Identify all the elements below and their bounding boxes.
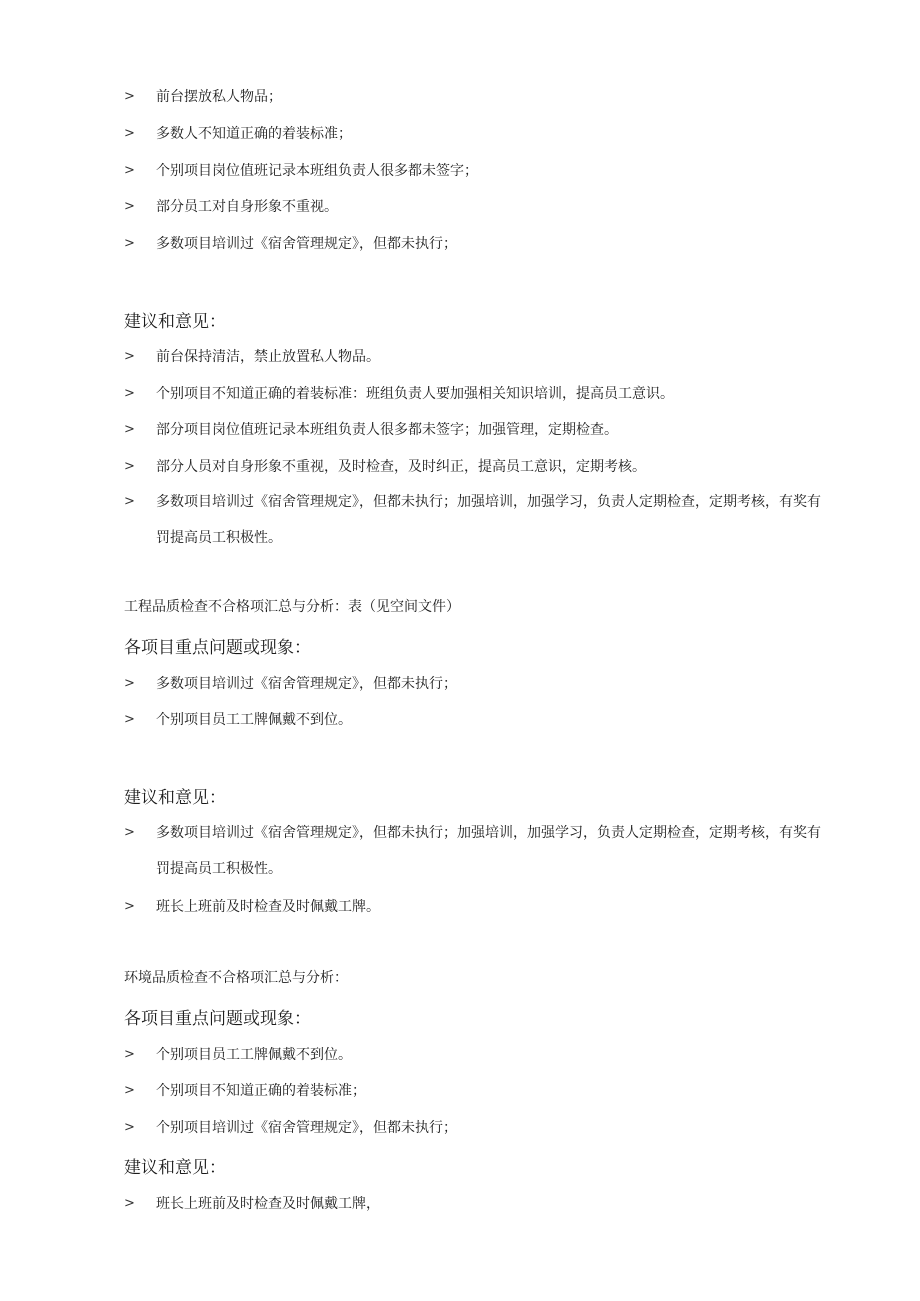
list-item — [124, 1073, 824, 1109]
list-item-text: 多数项目培训过《宿舍管理规定》，但都未执行；加强培训，加强学习，负责人定期检查，定期考核，有奖有罚提高员工积极性。 — [156, 825, 821, 877]
list-item — [124, 702, 824, 738]
list-item — [124, 889, 824, 925]
list-item-text: 部分人员对自身形象不重视，及时检查，及时纠正，提高员工意识，定期考核。 — [156, 459, 646, 475]
list-item — [124, 189, 824, 225]
list-item — [124, 1186, 824, 1222]
problems-heading: 各项目重点问题或现象： — [124, 638, 311, 658]
list-item-text: 个别项目不知道正确的着装标准：班组负责人要加强相关知识培训，提高员工意识。 — [156, 386, 674, 402]
list-item — [124, 1110, 824, 1146]
chevron-right-icon: > — [124, 386, 135, 401]
list-item-text: 前台摆放私人物品； — [156, 89, 282, 105]
chevron-right-icon: > — [124, 126, 135, 141]
advice-heading: 建议和意见： — [124, 1158, 226, 1178]
chevron-right-icon: > — [124, 459, 135, 474]
list-item — [124, 484, 824, 556]
chevron-right-icon: > — [124, 422, 135, 437]
chevron-right-icon: > — [124, 494, 135, 509]
list-item — [124, 449, 824, 485]
list-item — [124, 153, 824, 189]
list-item-text: 个别项目员工工牌佩戴不到位。 — [156, 1047, 352, 1063]
list-item-text: 多数项目培训过《宿舍管理规定》，但都未执行； — [156, 676, 457, 692]
chevron-right-icon: > — [124, 1083, 135, 1098]
list-item — [124, 79, 824, 115]
advice-heading: 建议和意见： — [124, 788, 226, 808]
list-item-text: 前台保持清洁，禁止放置私人物品。 — [156, 349, 380, 365]
list-item-text: 多数人不知道正确的着装标准； — [156, 126, 352, 142]
list-item-text: 个别项目不知道正确的着装标准； — [156, 1083, 366, 1099]
list-item-text: 部分项目岗位值班记录本班组负责人很多都未签字；加强管理，定期检查。 — [156, 422, 618, 438]
chevron-right-icon: > — [124, 349, 135, 364]
list-item-text: 班长上班前及时检查及时佩戴工牌， — [156, 1196, 380, 1212]
environment-section-title: 环境品质检查不合格项汇总与分析： — [124, 970, 348, 986]
list-item-text: 个别项目培训过《宿舍管理规定》，但都未执行； — [156, 1120, 457, 1136]
list-item-text: 多数项目培训过《宿舍管理规定》，但都未执行；加强培训，加强学习，负责人定期检查，定期考核，有奖有罚提高员工积极性。 — [156, 494, 821, 546]
list-item-text: 部分员工对自身形象不重视。 — [156, 199, 338, 215]
list-item — [124, 376, 824, 412]
list-item — [124, 116, 824, 152]
list-item — [124, 412, 824, 448]
chevron-right-icon: > — [124, 1047, 135, 1062]
list-item-text: 多数项目培训过《宿舍管理规定》，但都未执行； — [156, 236, 457, 252]
chevron-right-icon: > — [124, 825, 135, 840]
chevron-right-icon: > — [124, 236, 135, 251]
list-item — [124, 226, 824, 262]
chevron-right-icon: > — [124, 89, 135, 104]
chevron-right-icon: > — [124, 899, 135, 914]
list-item-text: 个别项目员工工牌佩戴不到位。 — [156, 712, 352, 728]
list-item-text: 个别项目岗位值班记录本班组负责人很多都未签字； — [156, 163, 478, 179]
chevron-right-icon: > — [124, 676, 135, 691]
chevron-right-icon: > — [124, 163, 135, 178]
chevron-right-icon: > — [124, 712, 135, 727]
chevron-right-icon: > — [124, 199, 135, 214]
list-item — [124, 339, 824, 375]
engineering-section-title: 工程品质检查不合格项汇总与分析：表（见空间文件） — [124, 599, 460, 615]
section-heading: 建议和意见： — [124, 312, 226, 332]
list-item — [124, 1037, 824, 1073]
list-item — [124, 666, 824, 702]
list-item-text: 班长上班前及时检查及时佩戴工牌。 — [156, 899, 380, 915]
problems-heading: 各项目重点问题或现象： — [124, 1009, 311, 1029]
list-item — [124, 815, 824, 887]
chevron-right-icon: > — [124, 1196, 135, 1211]
chevron-right-icon: > — [124, 1120, 135, 1135]
